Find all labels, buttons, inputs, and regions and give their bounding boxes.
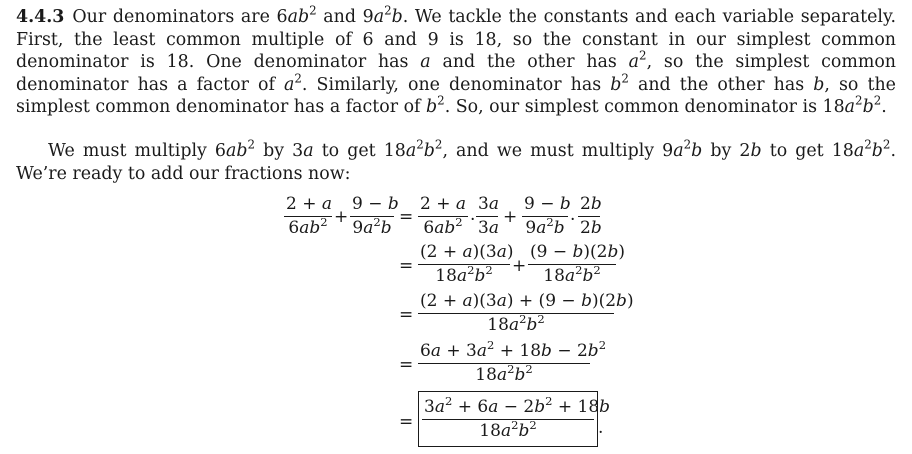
fraction-rhs-1: 2 + a $6ab^2$ bbox=[420, 194, 467, 238]
plus-sign: + bbox=[512, 256, 527, 276]
plus-sign: + bbox=[334, 207, 349, 227]
fraction-final-answer: $3a^2 + 6a - 2b^2 + 18b$ $18a^2b^2$ bbox=[424, 393, 611, 441]
fraction-lhs-2: 9 − b $9a^2b$ bbox=[352, 194, 399, 238]
solution-paragraph-2: We must multiply $6ab^2$ by 3a to get $18a^2b^2$, and we must multiply $9a^2b$ by 2b to get $18a^2b^2$. We’re ready to add our fractions now: bbox=[16, 137, 896, 184]
fraction-rhs-4: 2b 2b bbox=[580, 194, 602, 238]
equals-sign: = bbox=[399, 207, 414, 227]
fraction-step3: (2 + a)(3a) + (9 − b)(2b) $18a^2b^2$ bbox=[420, 291, 634, 335]
dot-operator: · bbox=[570, 210, 576, 230]
plus-sign: + bbox=[503, 207, 518, 227]
fraction-rhs-2: 3a 3a bbox=[478, 194, 499, 238]
problem-number: 4.4.3 bbox=[16, 7, 65, 27]
equals-sign: = bbox=[399, 305, 414, 325]
fraction-step2-2: (9 − b)(2b) $18a^2b^2$ bbox=[530, 242, 626, 286]
period-mark: . bbox=[598, 418, 604, 438]
fraction-step4: $6a + 3a^2 + 18b - 2b^2$ $18a^2b^2$ bbox=[420, 337, 607, 385]
fraction-rhs-3: 9 − b $9a^2b$ bbox=[524, 194, 571, 238]
solution-paragraph-1: 4.4.3 Our denominators are $6ab^2$ and $9a^2b$. We tackle the constants and each variable separately. First, the least common multiple of 6 and 9 is 18, so the constant in our simplest common denominator is 18. One denominator has a and the other has $a^2$, so the simplest common denominator has a factor of $a^2$. Similarly, one denominator has $b^2$ and the other has b, so the simplest common denominator has a factor of $b^2$. So, our simplest common denominator is $18a^2b^2$. bbox=[16, 3, 896, 118]
equals-sign: = bbox=[399, 355, 414, 375]
equals-sign: = bbox=[399, 256, 414, 276]
fraction-step2-1: (2 + a)(3a) $18a^2b^2$ bbox=[420, 242, 514, 286]
equals-sign: = bbox=[399, 412, 414, 432]
fraction-lhs-1: 2 + a $6ab^2$ bbox=[286, 194, 333, 238]
dot-operator: · bbox=[470, 210, 476, 230]
